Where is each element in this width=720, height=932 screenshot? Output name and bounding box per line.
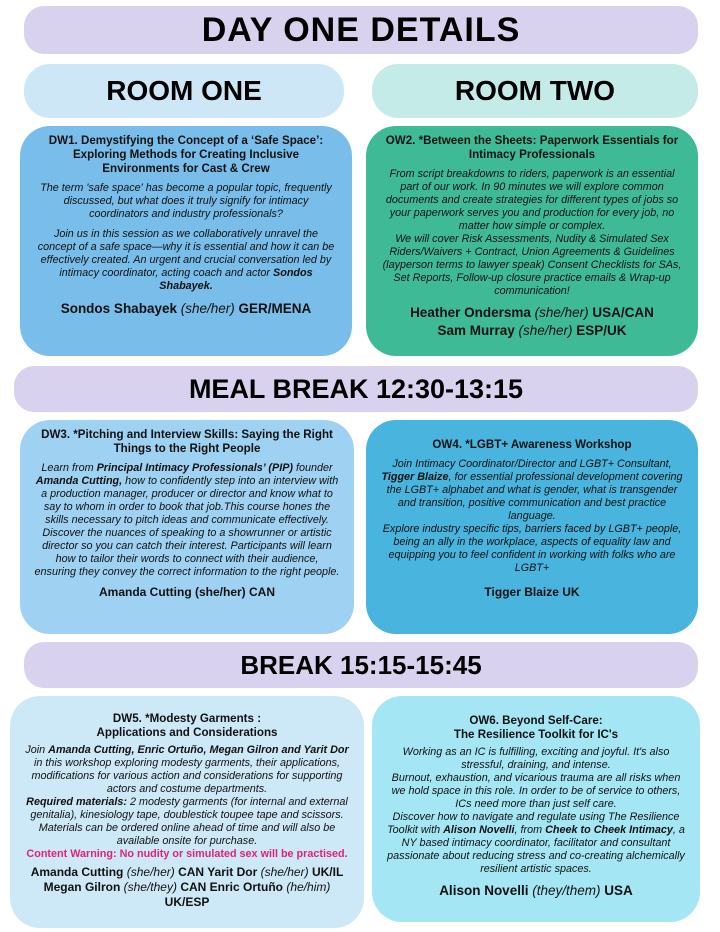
session-card-ow2 — [366, 126, 698, 356]
page-title: DAY ONE DETAILS — [24, 6, 698, 54]
speaker-pronoun: (she/her) — [126, 865, 175, 879]
highlight-text: Principal Intimacy Professionals’ (PIP) — [96, 462, 293, 474]
text-run: , for essential professional development covering the LGBT+ alphabet and what is gender, what is transgender and transition, positive communication and best practice language. — [386, 471, 683, 522]
session-speaker — [24, 865, 350, 880]
session-description — [380, 168, 684, 298]
session-title: OW2. *Between the Sheets: Paperwork Essentials for Intimacy Professionals — [385, 134, 679, 161]
speaker-pronoun: (she/they) — [123, 880, 177, 894]
session-card-ow4 — [366, 420, 698, 634]
speaker-pronoun: (he/him) — [286, 880, 331, 894]
session-description — [24, 744, 350, 861]
speaker-name: Heather Ondersma — [410, 305, 531, 320]
title-line: Applications and Considerations — [96, 726, 278, 739]
speaker-pronoun: (she/her) — [260, 865, 309, 879]
highlight-text: Required materials: — [26, 796, 127, 808]
session-description — [380, 458, 684, 575]
speaker-pronoun: (she/her) — [518, 323, 573, 338]
speaker-pronoun: (she/her) — [180, 301, 235, 316]
session-card-dw3 — [20, 420, 354, 634]
speaker-name: Sondos Shabayek — [60, 301, 177, 316]
afternoon-break-banner: BREAK 15:15-15:45 — [24, 642, 698, 688]
session-paragraph: The term 'safe space' has become a popular topic, frequently discussed, but what does it truly signify for intimacy coordinators and industry professionals? — [40, 182, 332, 220]
text-run: Discover how to navigate and regulate using The Resilience Toolkit with — [387, 811, 680, 836]
session-paragraph — [34, 228, 338, 293]
speaker-location: USA/CAN — [592, 305, 654, 320]
session-speaker — [24, 880, 350, 910]
session-paragraph: Explore industry specific tips, barriers faced by LGBT+ people, being an ally in the workplace, aspects of equality law and equipping you to feel confident in working with folks who are LGBT+ — [382, 523, 682, 574]
speaker-pronoun: (they/them) — [532, 883, 601, 898]
text-run: how to confidently step into an interview with a production manager, producer or director and know what to say to whom in order to book that job.This course hones the skills necessary to pitch ideas and communicate effectively. Discover the nuances of speaking to a showrunner or artistic director so you can catch their interest. Participants will learn how to tailor their words to connect with their audience, ensuring they convey the correct information to the right people. — [34, 475, 340, 578]
session-speaker: Amanda Cutting (she/her) CAN — [98, 585, 275, 599]
session-speaker — [380, 322, 684, 340]
speaker-location: CAN — [180, 880, 207, 894]
speaker-name: Megan Gilron — [43, 880, 121, 894]
text-run: Join — [25, 744, 49, 756]
session-title: OW4. *LGBT+ Awareness Workshop — [432, 438, 632, 451]
session-paragraph: From script breakdowns to riders, paperwork is an essential part of our work. In 90 minutes we will explore common documents and create strategies for different types of jobs so your paperwork serves you and production for every job, no matter how simple or complex. — [385, 168, 679, 232]
meal-break-banner: MEAL BREAK 12:30-13:15 — [14, 366, 698, 412]
session-description — [386, 746, 686, 876]
speaker-name: Alison Novelli — [439, 883, 529, 898]
room-two-header: ROOM TWO — [372, 64, 698, 118]
session-title: DW1. Demystifying the Concept of a ‘Safe Space’: Exploring Methods for Creating Inclusive Environments for Cast & Crew — [48, 134, 324, 175]
session-paragraph — [386, 811, 686, 876]
speaker-location: UK/IL — [311, 865, 344, 879]
session-title — [24, 712, 350, 740]
session-speaker — [380, 304, 684, 322]
speaker-location: CAN — [178, 865, 205, 879]
highlight-text: Alison Novelli — [443, 824, 515, 836]
speaker-location: UK/ESP — [164, 895, 210, 909]
content-warning: Content Warning: No nudity or simulated sex will be practised. — [26, 848, 348, 860]
session-paragraph — [380, 458, 684, 523]
highlight-text: Tigger Blaize — [381, 471, 449, 483]
speaker-location: USA — [604, 883, 633, 898]
text-run: founder — [293, 462, 333, 474]
speaker-name: Sam Murray — [437, 323, 515, 338]
text-run: , a NY based intimacy coordinator, facilitator and consultant passionate about reducing stress and co-creating alchemically resilient artistic spaces. — [387, 824, 685, 875]
room-one-header: ROOM ONE — [24, 64, 344, 118]
session-paragraph — [24, 796, 350, 848]
session-paragraph: We will cover Risk Assessments, Nudity & Simulated Sex Riders/Waivers + Contract, Union Agreements & Guidelines (layperson terms to lawyer speak) Consent Checklists for SAs, Set Reports, Follow-up closure practice emails & Wrap-up communication! — [382, 233, 682, 297]
speaker-name: Amanda Cutting — [30, 865, 124, 879]
session-paragraph — [24, 744, 350, 796]
session-paragraph: Burnout, exhaustion, and vicarious trauma are all risks when we hold space in this role. In order to be of service to others, ICs need more than just self care. — [391, 772, 681, 810]
session-title — [386, 714, 686, 742]
title-line: DW5. *Modesty Garments : — [112, 712, 262, 725]
title-line: OW6. Beyond Self-Care: — [469, 714, 603, 727]
session-description — [34, 182, 338, 293]
text-run: Learn from — [41, 462, 97, 474]
session-speaker — [34, 300, 338, 318]
title-line: The Resilience Toolkit for IC's — [453, 728, 619, 741]
speaker-location: ESP/UK — [576, 323, 627, 338]
text-run: Join Intimacy Coordinator/Director and LGBT+ Consultant, — [392, 458, 672, 470]
highlight-text: Amanda Cutting, — [35, 475, 123, 487]
speaker-name: Enric Ortuño — [209, 880, 284, 894]
text-run: in this workshop exploring modesty garments, their applications, modifications for various action and considerations for supporting actors and costume departments. — [31, 757, 343, 795]
highlight-text: Cheek to Cheek Intimacy — [545, 824, 673, 836]
speaker-location: GER/MENA — [238, 301, 312, 316]
speaker-name: Yarit Dor — [207, 865, 258, 879]
session-card-ow6 — [372, 696, 700, 922]
text-run: , from — [514, 824, 546, 836]
highlight-text: Amanda Cutting, Enric Ortuño, Megan Gilron and Yarit Dor — [48, 744, 349, 756]
session-paragraph: Working as an IC is fulfilling, exciting and joyful. It's also stressful, draining, and intense. — [402, 746, 670, 771]
session-description — [34, 462, 340, 579]
session-card-dw1 — [20, 126, 352, 356]
speaker-pronoun: (she/her) — [534, 305, 589, 320]
session-speaker — [386, 882, 686, 900]
session-title: DW3. *Pitching and Interview Skills: Saying the Right Things to the Right People — [41, 428, 333, 455]
session-card-dw5 — [10, 696, 364, 928]
text-run: Join us in this session as we collaboratively unravel the concept of a safe space—why it is essential and how it can be effectively created. An urgent and crucial conversation led by intimacy coordinator, acting coach and actor — [37, 228, 335, 279]
text-run: 2 modesty garments (for internal and external genitalia), kinesiology tape, doublestick toupee tape and scissors. Materials can be ordered online ahead of time and will also be available onsite for purchase. — [30, 796, 348, 847]
session-speaker: Tigger Blaize UK — [484, 585, 580, 599]
speaker-highlight: Sondos Shabayek. — [159, 267, 313, 292]
